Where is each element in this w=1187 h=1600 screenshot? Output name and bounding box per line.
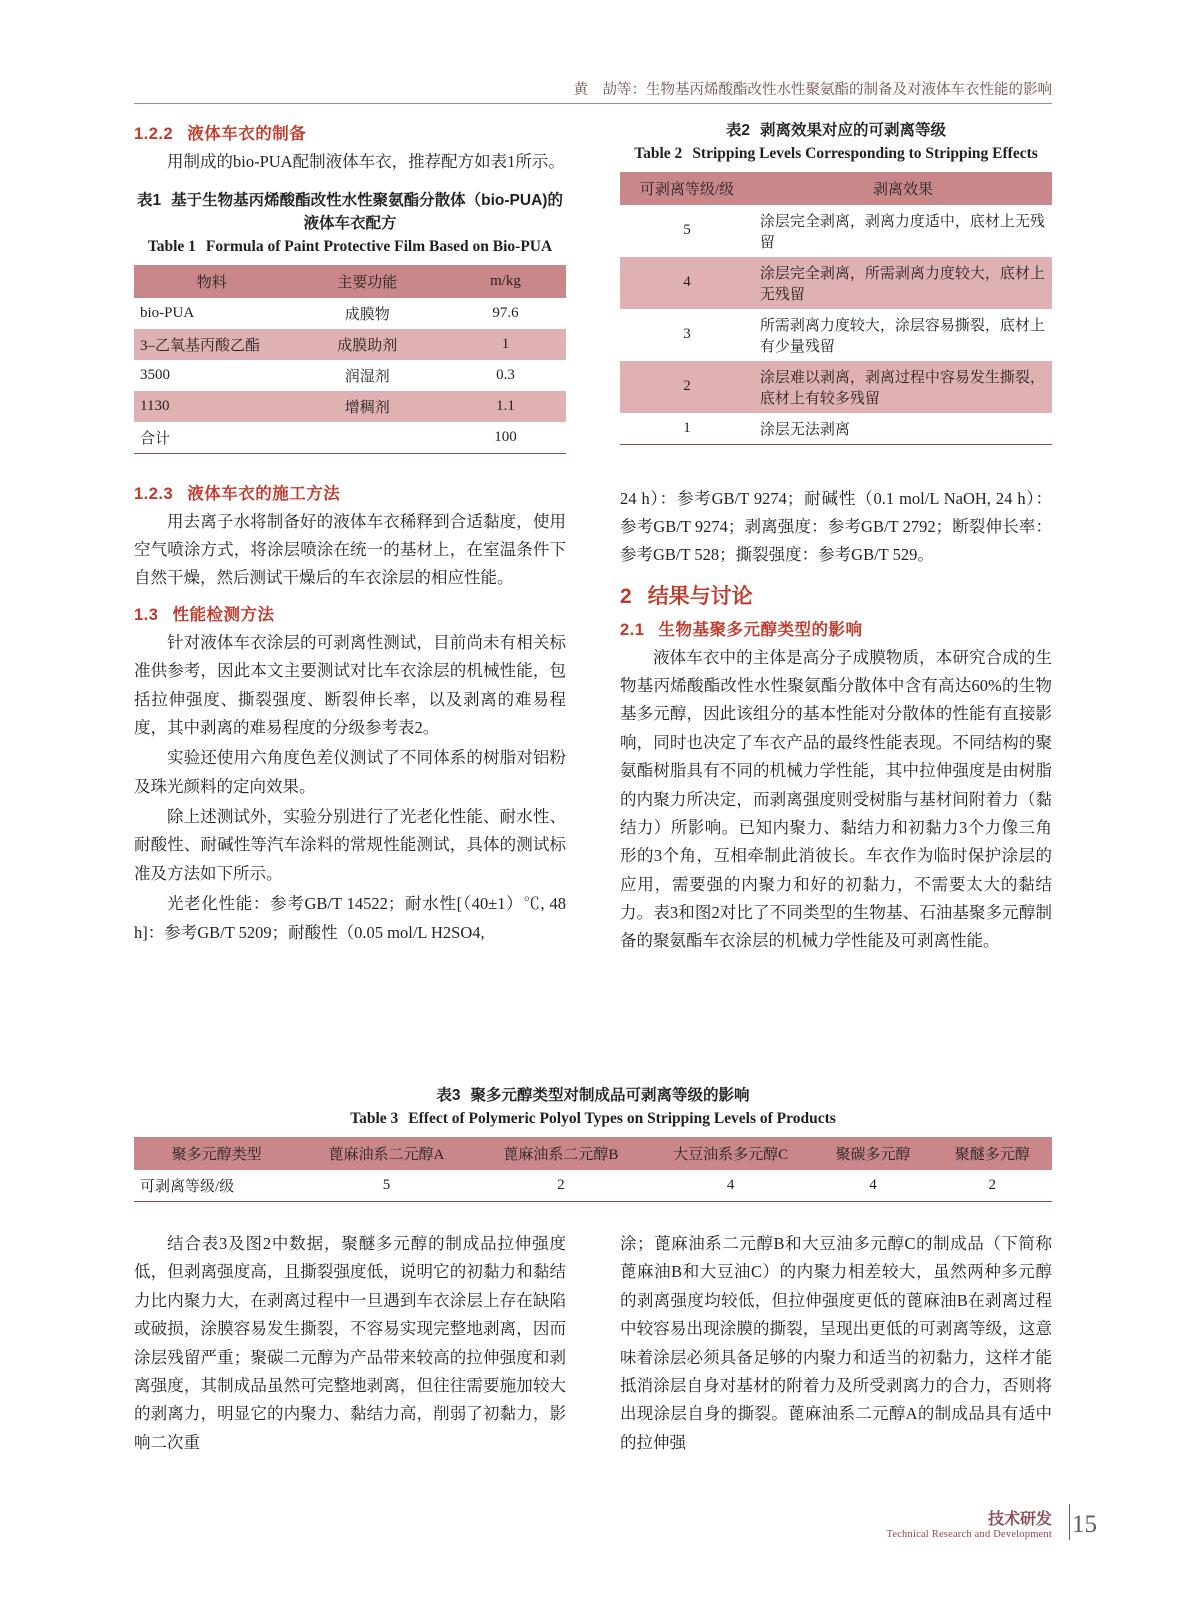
paragraph-2-1: 液体车衣中的主体是高分子成膜物质，本研究合成的生物基丙烯酸酯改性水性聚氨酯分散体中含有高达60%的生物基多元醇，因此该组分的基本性能对分散体的性能有直接影响，同时也决定了车衣产品的最终性能表现。不同结构的聚氨酯树脂具有不同的机械力学性能，其中拉伸强度是由树脂的内聚力所决定，而剥离强度则受树脂与基材间附着力（黏结力）所影响。已知内聚力、黏结力和初黏力3个力像三角形的3个角，互相牵制此消彼长。车衣作为临时保护涂层的应用，需要强的内聚力和好的初黏力，不需要太大的黏结力。表3和图2对比了不同类型的生物基、石油基聚多元醇制备的聚氨酯车衣涂层的机械力学性能及可剥离性能。 (620, 647, 1052, 951)
table-row (620, 205, 1052, 257)
table3-col-type: 聚多元醇类型 (134, 1137, 299, 1170)
footer-divider (1069, 1504, 1071, 1540)
table-row (134, 298, 566, 329)
cell: 3–乙氧基丙酸乙酯 (134, 329, 290, 360)
table1-title-cn: 基于生物基丙烯酸酯改性水性聚氨酯分散体（bio-PUA)的液体车衣配方 (171, 192, 563, 233)
cell: 增稠剂 (290, 391, 446, 422)
table-row (134, 360, 566, 391)
bottom-right-column (620, 1230, 1052, 1459)
cell: 1 (445, 329, 566, 360)
table3-title-en: Effect of Polymeric Polyol Types on Stripping Levels of Products (408, 1109, 836, 1127)
cell: 所需剥离力度较大，涂层容易撕裂，底材上有少量残留 (754, 309, 1052, 361)
cell: 2 (933, 1170, 1052, 1202)
paragraph-discussion-right: 涂；蓖麻油系二元醇B和大豆油多元醇C的制成品（下简称蓖麻油B和大豆油C）的内聚力相差较大，虽然两种多元醇的剥离强度均较低，但拉伸强度更低的蓖麻油B在剥离过程中较容易出现涂膜的撕裂，呈现出更低的可剥离等级，这意味着涂层必须具备足够的内聚力和适当的初黏力，这样才能抵消涂层自身对基材的附着力及所受剥离力的合力，否则将出现涂层自身的撕裂。蓖麻油系二元醇A的制成品具有适中的拉伸强 (620, 1234, 1052, 1452)
left-column (134, 120, 566, 949)
table-row (134, 329, 566, 360)
cell: 1.1 (445, 391, 566, 422)
table3-block (134, 1085, 1052, 1202)
section-number: 2 (620, 584, 632, 608)
cell: 涂层完全剥离，所需剥离力度较大，底材上无残留 (754, 257, 1052, 309)
cell: 4 (813, 1170, 932, 1202)
header-rule (134, 103, 1052, 104)
table-row (134, 391, 566, 422)
table1-title-en: Formula of Paint Protective Film Based on Bio-PUA (205, 237, 553, 255)
section-title: 结果与讨论 (647, 584, 753, 608)
section-number: 2.1 (620, 620, 645, 639)
paragraph-1-3-b: 实验还使用六角度色差仪测试了不同体系的树脂对铝粉及珠光颜料的定向效果。 (134, 748, 566, 796)
cell: 97.6 (445, 298, 566, 329)
cell: 2 (474, 1170, 648, 1202)
cell (290, 422, 446, 454)
cell: 4 (648, 1170, 813, 1202)
cell: 2 (620, 361, 754, 413)
table-row (134, 422, 566, 454)
paragraph-1-3-d: 光老化性能：参考GB/T 14522；耐水性[（40±1）℃, 48 h]：参考GB/T 5209；耐酸性（0.05 mol/L H2SO4, (134, 894, 566, 942)
cell: 涂层完全剥离，剥离力度适中，底材上无残留 (754, 205, 1052, 257)
table-header-row (134, 265, 566, 298)
table2-col-level: 可剥离等级/级 (620, 172, 754, 205)
table-row (620, 413, 1052, 445)
cell-row-label: 可剥离等级/级 (134, 1170, 299, 1202)
table1-caption (134, 190, 566, 258)
section-heading-2-1 (620, 616, 1052, 640)
table2-label-en: Table 2 (634, 144, 683, 162)
cell: 0.3 (445, 360, 566, 391)
cell: 成膜助剂 (290, 329, 446, 360)
table1-col-material: 物料 (134, 265, 290, 298)
table-3 (134, 1137, 1052, 1202)
table1-col-mass: m/kg (445, 265, 566, 298)
bottom-left-column (134, 1230, 566, 1459)
cell: 100 (445, 422, 566, 454)
table3-title-cn: 聚多元醇类型对制成品可剥离等级的影响 (470, 1087, 750, 1104)
table3-label-en: Table 3 (350, 1109, 399, 1127)
table3-col-ether: 聚醚多元醇 (933, 1137, 1052, 1170)
section-heading-1-2-2 (134, 120, 566, 144)
section-heading-2 (620, 580, 1052, 610)
table3-label-cn: 表3 (436, 1087, 461, 1104)
page-number: 15 (1072, 1511, 1097, 1538)
section-title: 液体车衣的制备 (187, 125, 307, 143)
table1-col-function: 主要功能 (290, 265, 446, 298)
table3-col-carbonate: 聚碳多元醇 (813, 1137, 932, 1170)
section-title: 生物基聚多元醇类型的影响 (658, 620, 863, 639)
table3-col-b: 蓖麻油系二元醇B (474, 1137, 648, 1170)
cell: 1 (620, 413, 754, 445)
cell: 成膜物 (290, 298, 446, 329)
cell: 3 (620, 309, 754, 361)
paragraph-standards: 24 h）：参考GB/T 9274；耐碱性（0.1 mol/L NaOH, 24 h）：参考GB/T 9274；剥离强度：参考GB/T 2792；断裂伸长率：参考GB/T 528；撕裂强度：参考GB/T 529。 (620, 488, 1052, 565)
cell: 4 (620, 257, 754, 309)
table2-title-cn: 剥离效果对应的可剥离等级 (760, 122, 947, 139)
table2-col-effect: 剥离效果 (754, 172, 1052, 205)
right-column (620, 120, 1052, 958)
cell: 润湿剂 (290, 360, 446, 391)
cell: bio-PUA (134, 298, 290, 329)
cell: 合计 (134, 422, 290, 454)
table-1 (134, 265, 566, 454)
table1-label-en: Table 1 (147, 237, 196, 255)
table-row (620, 309, 1052, 361)
section-number: 1.2.2 (134, 125, 174, 143)
section-number: 1.2.3 (134, 484, 174, 503)
cell: 1130 (134, 391, 290, 422)
table-row (620, 361, 1052, 413)
paragraph-1-2-2: 用制成的bio-PUA配制液体车衣，推荐配方如表1所示。 (167, 152, 565, 171)
table2-title-en: Stripping Levels Corresponding to Stripping Effects (692, 144, 1038, 162)
running-header: 黄 劼等：生物基丙烯酸酯改性水性聚氨酯的制备及对液体车衣性能的影响 (573, 82, 1052, 98)
table3-caption (134, 1085, 1052, 1131)
table3-col-a: 蓖麻油系二元醇A (299, 1137, 473, 1170)
cell: 5 (299, 1170, 473, 1202)
table-header-row (134, 1137, 1052, 1170)
page-footer (886, 1510, 1097, 1542)
table2-label-cn: 表2 (725, 122, 751, 139)
footer-section-cn: 技术研发 (987, 1511, 1052, 1529)
table-row (620, 257, 1052, 309)
table3-col-c: 大豆油系多元醇C (648, 1137, 813, 1170)
section-title: 性能检测方法 (172, 605, 275, 624)
paragraph-1-2-3: 用去离子水将制备好的液体车衣稀释到合适黏度，使用空气喷涂方式，将涂层喷涂在统一的基材上，在室温条件下自然干燥，然后测试干燥后的车衣涂层的相应性能。 (134, 511, 566, 588)
paragraph-1-3-c: 除上述测试外，实验分别进行了光老化性能、耐水性、耐酸性、耐碱性等汽车涂料的常规性能测试，具体的测试标准及方法如下所示。 (134, 807, 566, 883)
cell: 涂层无法剥离 (754, 413, 1052, 445)
footer-section-en: Technical Research and Development (886, 1529, 1052, 1541)
paragraph-1-3-a: 针对液体车衣涂层的可剥离性测试，目前尚未有相关标准供参考，因此本文主要测试对比车衣涂层的机械性能，包括拉伸强度、撕裂强度、断裂伸长率，以及剥离的难易程度，其中剥离的难易程度的分级参考表2。 (134, 632, 566, 737)
section-number: 1.3 (134, 605, 159, 624)
cell: 3500 (134, 360, 290, 391)
cell: 5 (620, 205, 754, 257)
table1-label-cn: 表1 (137, 192, 162, 210)
table2-caption (620, 120, 1052, 166)
section-heading-1-3 (134, 601, 566, 625)
table-row (134, 1170, 1052, 1202)
section-heading-1-2-3 (134, 480, 566, 504)
cell: 涂层难以剥离，剥离过程中容易发生撕裂，底材上有较多残留 (754, 361, 1052, 413)
table-2 (620, 172, 1052, 445)
section-title: 液体车衣的施工方法 (187, 484, 341, 503)
paragraph-discussion-left: 结合表3及图2中数据，聚醚多元醇的制成品拉伸强度低，但剥离强度高，且撕裂强度低，说明它的初黏力和黏结力比内聚力大，在剥离过程中一旦遇到车衣涂层上存在缺陷或破损，涂膜容易发生撕裂，不容易实现完整地剥离，因而涂层残留严重；聚碳二元醇为产品带来较高的拉伸强度和剥离强度，其制成品虽然可完整地剥离，但往往需要施加较大的剥离力，明显它的内聚力、黏结力高，削弱了初黏力，影响二次重 (134, 1234, 566, 1452)
table-header-row (620, 172, 1052, 205)
